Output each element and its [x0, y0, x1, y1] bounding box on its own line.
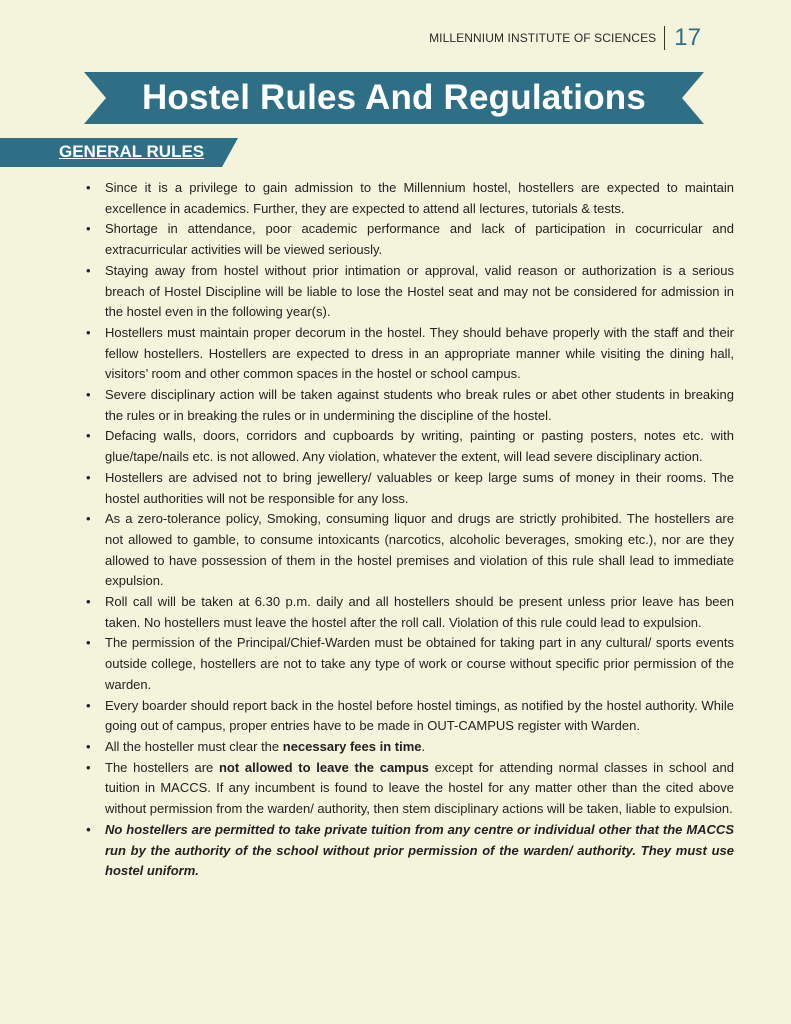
title-banner — [84, 72, 704, 124]
rule-item: • Hostellers must maintain proper decorum in the hostel. They should behave properly with the staff and their fellow hostellers. Hostellers are expected to dress in an appropriate manner while visiting the dining hall, visitors’ room and other common spaces in the hostel or school campus. — [84, 323, 734, 385]
section-tab — [0, 138, 238, 167]
rule-item-fees — [84, 737, 734, 758]
rule-item: • The permission of the Principal/Chief-Warden must be obtained for taking part in any cultural/ sports events outside college, hostellers are not to take any type of work or course without specific prior permission of the warden. — [84, 633, 734, 695]
rule-item-campus — [84, 758, 734, 820]
fees-rule-text: All the hosteller must clear the — [105, 738, 283, 754]
rule-item: • Every boarder should report back in the hostel before hostel timings, as notified by the hostel authority. While going out of campus, proper entries have to be made in OUT-CAMPUS register with Warden. — [84, 696, 734, 737]
rule-item-final: • No hostellers are permitted to take private tuition from any centre or individual other that the MACCS run by the authority of the school without prior permission of the warden/ authority. They must use hostel uniform. — [84, 820, 734, 882]
section-heading: GENERAL RULES — [59, 142, 205, 161]
campus-rule-emphasis: not allowed to leave the campus — [218, 759, 429, 775]
page-title: Hostel Rules And Regulations — [141, 78, 647, 117]
fees-rule-emphasis: necessary fees in time — [282, 738, 422, 754]
rules-list — [84, 178, 734, 882]
rule-item: • As a zero-tolerance policy, Smoking, consuming liquor and drugs are strictly prohibited. The hostellers are not allowed to gamble, to consume intoxicants (narcotics, alcoholic beverages, smoking etc.), nor are they allowed to have possession of them in the hostel premises and violation of this rule shall lead to immediate expulsion. — [84, 509, 734, 592]
page-number: 17 — [674, 24, 701, 51]
rule-item: • Roll call will be taken at 6.30 p.m. daily and all hostellers should be present unless prior leave has been taken. No hostellers must leave the hostel after the roll call. Violation of this rule could lead to expulsion. — [84, 592, 734, 633]
institute-name: MILLENNIUM INSTITUTE OF SCIENCES — [429, 26, 665, 50]
campus-rule-end: except for attending normal classes in school and tuition in MACCS. If any incumbent is found to leave the hostel for any matter other than the cited above without permission from the warden/ authority, then stem disciplinary actions will be taken, liable to expulsion. — [105, 759, 734, 817]
rule-item: • Hostellers are advised not to bring jewellery/ valuables or keep large sums of money in their rooms. The hostel authorities will not be responsible for any loss. — [84, 468, 734, 509]
rule-item: • Staying away from hostel without prior intimation or approval, valid reason or authorization is a serious breach of Hostel Discipline will be liable to lose the Hostel seat and may not be considered for admission in the hostel even in the following year(s). — [84, 261, 734, 323]
page-header — [429, 26, 701, 50]
fees-rule-end: . — [421, 738, 426, 754]
campus-rule-text: The hostellers are — [105, 759, 219, 775]
rule-item: • Since it is a privilege to gain admission to the Millennium hostel, hostellers are expected to maintain excellence in academics. Further, they are expected to attend all lectures, tutorials & tests. — [84, 178, 734, 219]
rule-item: • Defacing walls, doors, corridors and cupboards by writing, painting or pasting posters, notes etc. with glue/tape/nails etc. is not allowed. Any violation, whatever the extent, will lead severe disciplinary action. — [84, 426, 734, 467]
rule-item: • Severe disciplinary action will be taken against students who break rules or abet other students in breaking the rules or in breaking the rules or in undermining the discipline of the hostel. — [84, 385, 734, 426]
rule-item: • Shortage in attendance, poor academic performance and lack of participation in cocurricular and extracurricular activities will be viewed seriously. — [84, 219, 734, 260]
